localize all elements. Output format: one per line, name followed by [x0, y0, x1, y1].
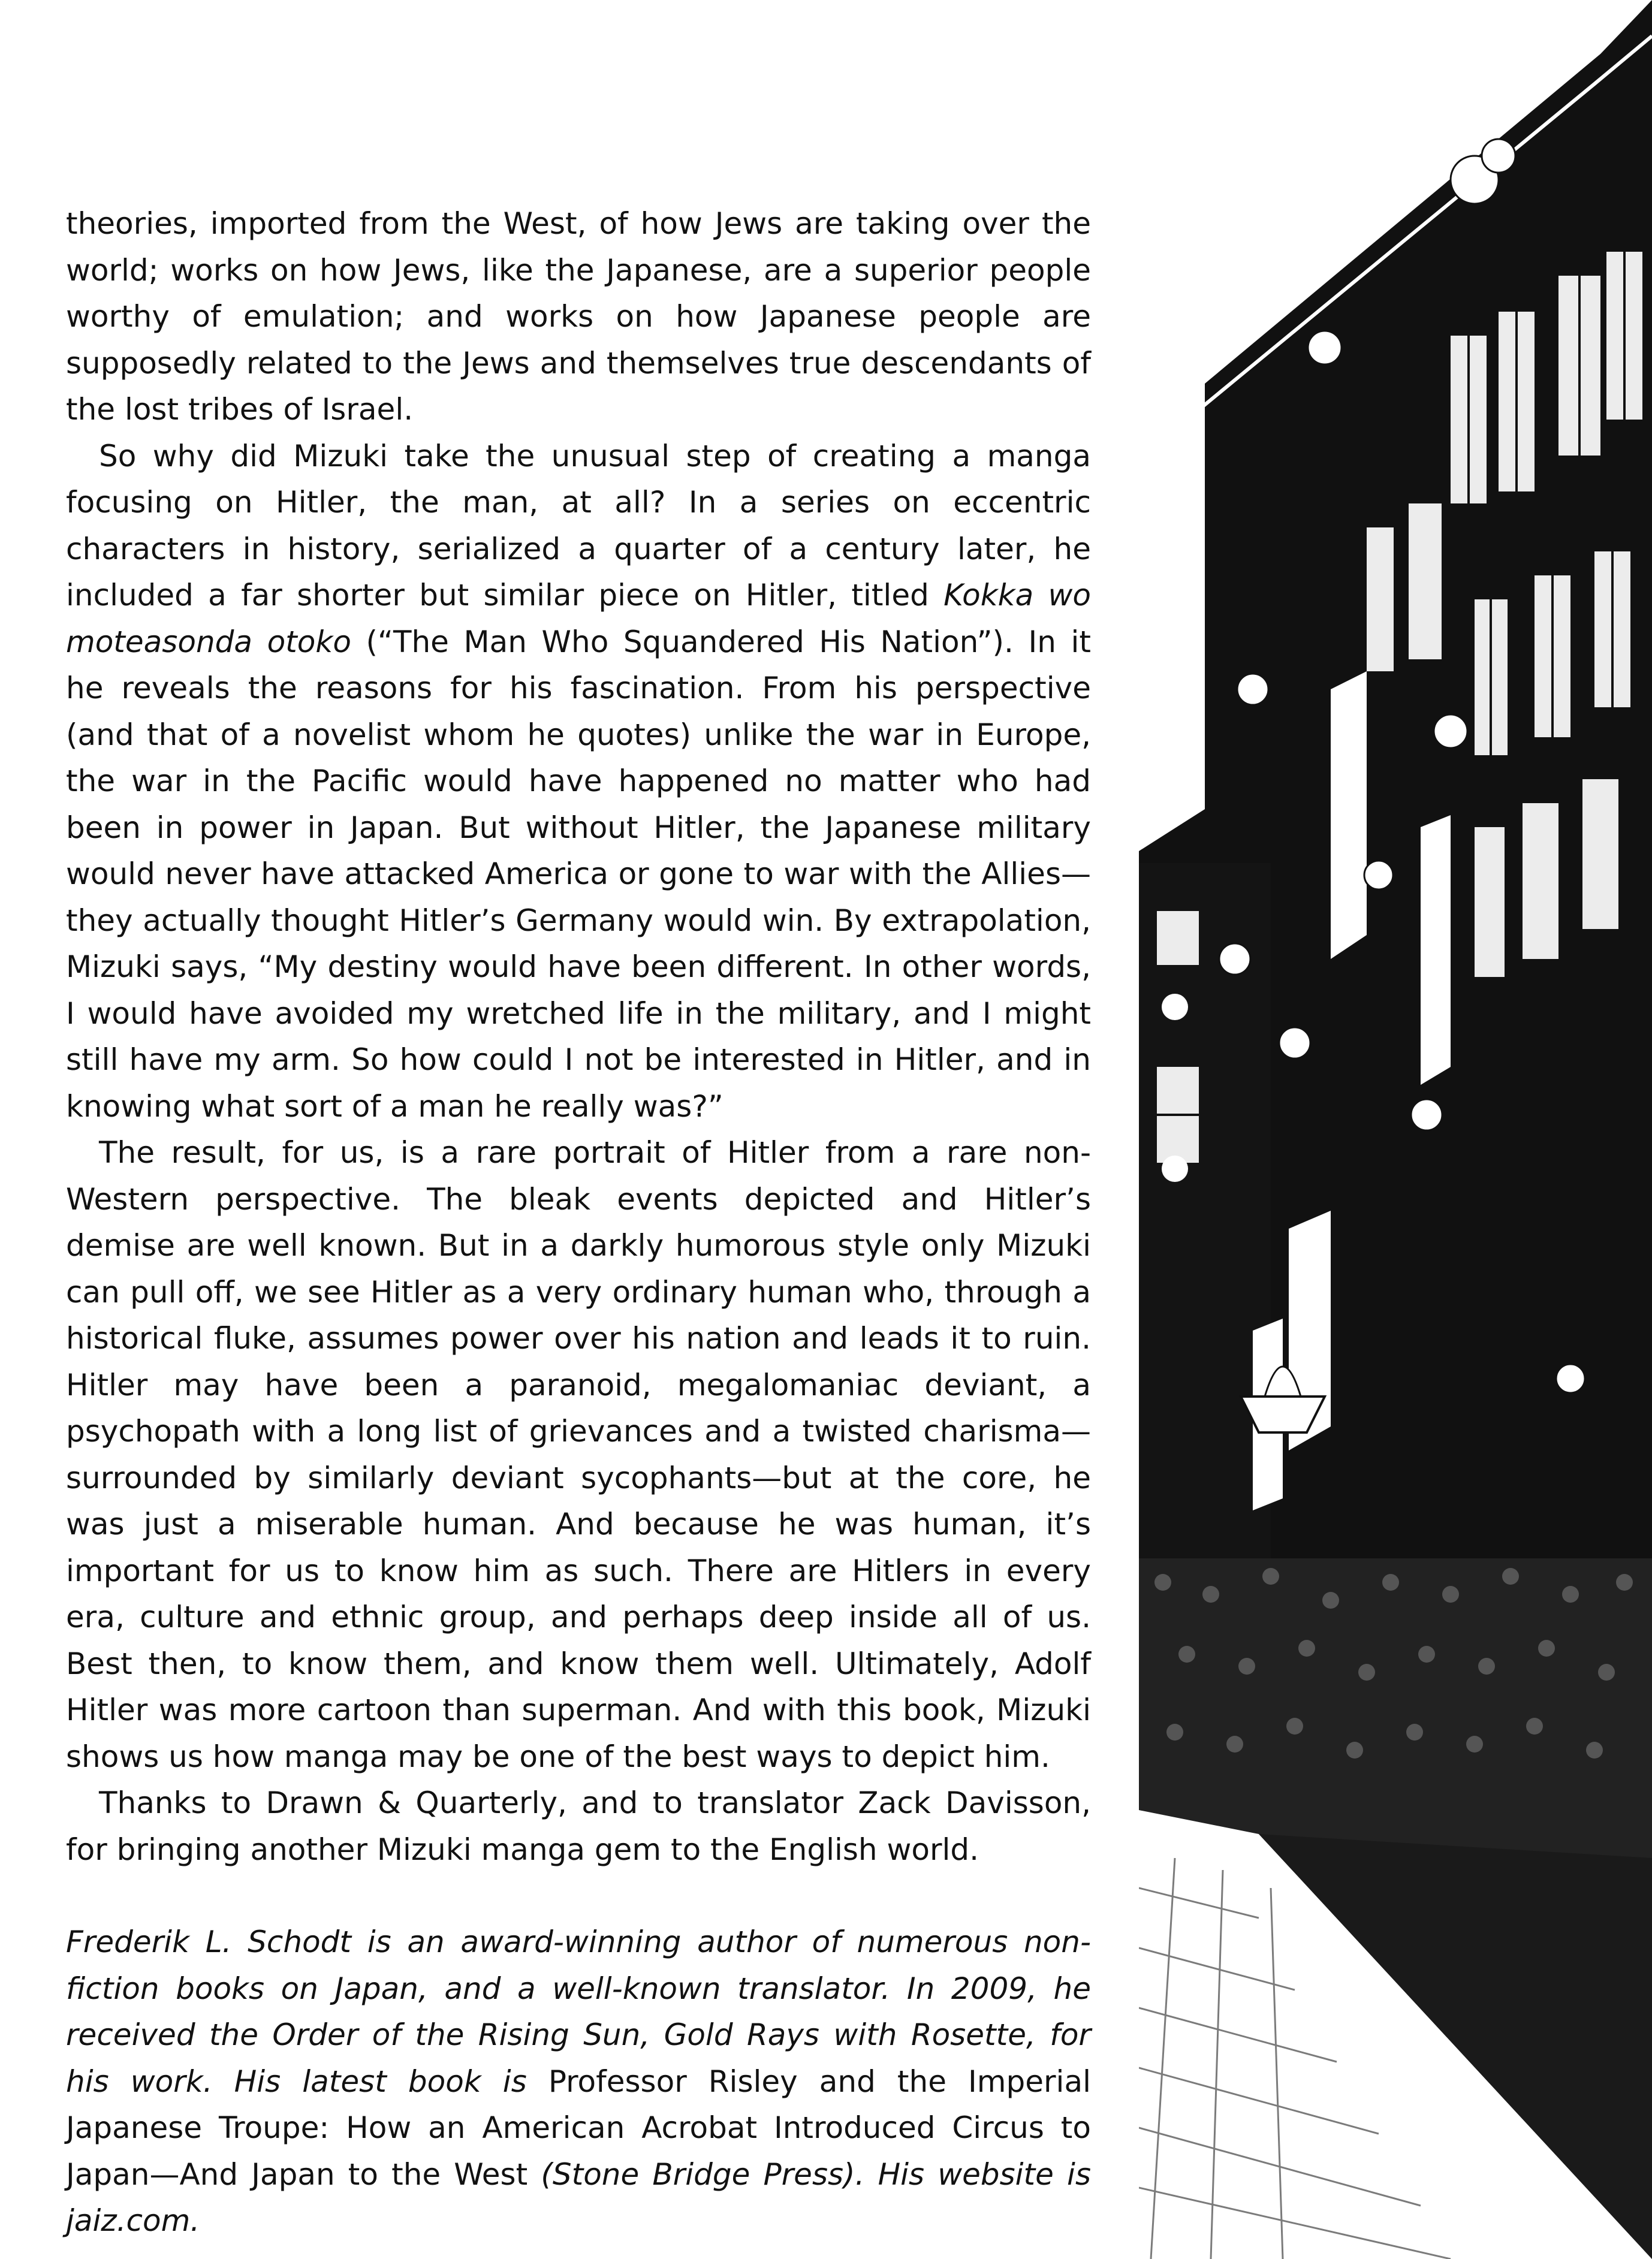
- paragraph: theories, imported from the West, of how Jews are taking over the world; works on how Jews, like the Japanese, are a superior people worthy of emulation; and works on how Japanese people are supposedly related to the Jews and themselves true descendants of the lost tribes of Israel.: [66, 206, 1091, 427]
- bio-text: Frederik L. Schodt is an award-winning author of numerous non-fiction books on Japan, and a well-known translator. In 2009, he received the Order of the Rising Sun, Gold Rays with Rosette, for his work. His latest book is: [66, 1925, 1091, 2099]
- bio-book-title: Professor Risley and the Imperial Japanese Troupe: How an American Acrobat Introduced Circus to Japan—And Japan to the West: [66, 2064, 1091, 2192]
- paragraph: Thanks to Drawn & Quarterly, and to translator Zack Davisson, for bringing another Mizuki manga gem to the English world.: [66, 1786, 1091, 1867]
- paragraph: The result, for us, is a rare portrait of Hitler from a rare non-Western perspective. The bleak events depicted and Hitler’s demise are well known. But in a darkly humorous style only Mizuki can pull off, we see Hitler as a very ordinary human who, through a historical fluke, assumes power over his nation and leads it to ruin. Hitler may have been a paranoid, megalomaniac deviant, a psychopath with a long list of grievances and a twisted charisma—surrounded by similarly deviant sycophants—but at the core, he was just a miserable human. And because he was human, it’s important for us to know him as such. There are Hitlers in every era, culture and ethnic group, and perhaps deep inside all of us. Best then, to know them, and know them well. Ultimately, Adolf Hitler was more cartoon than superman. And with this book, Mizuki shows us how manga may be one of the best ways to depict him.: [66, 1135, 1091, 1774]
- paragraph: [66, 433, 1091, 1130]
- paragraph-text: (“The Man Who Squandered His Nation”). In it he reveals the reasons for his fascination. From his perspective (and that of a novelist whom he quotes) unlike the war in Europe, the war in the Pacific would have happened no matter who had been in power in Japan. But without Hitler, the Japanese military would never have attacked America or gone to war with the Allies—they actually thought Hitler’s Germany would win. By extrapolation, Mizuki says, “My destiny would have been different. In other words, I would have avoided my wretched life in the military, and I might still have my arm. So how could I not be interested in Hitler, and in knowing what sort of a man he really was?”: [66, 624, 1091, 1124]
- work-title: Kokka wo moteasonda otoko: [66, 578, 1092, 659]
- article-text: [66, 201, 1091, 2245]
- illustration-crowd-building-icon: [1139, 0, 1652, 2259]
- author-bio: [66, 1919, 1091, 2245]
- bio-text: (Stone Bridge Press). His website is jaiz.com.: [66, 2157, 1091, 2238]
- paragraph-text: So why did Mizuki take the unusual step of creating a manga focusing on Hitler, the man, at all? In a series on eccentric characters in history, serialized a quarter of a century later, he included a far shorter but similar piece on Hitler, titled: [66, 438, 1091, 613]
